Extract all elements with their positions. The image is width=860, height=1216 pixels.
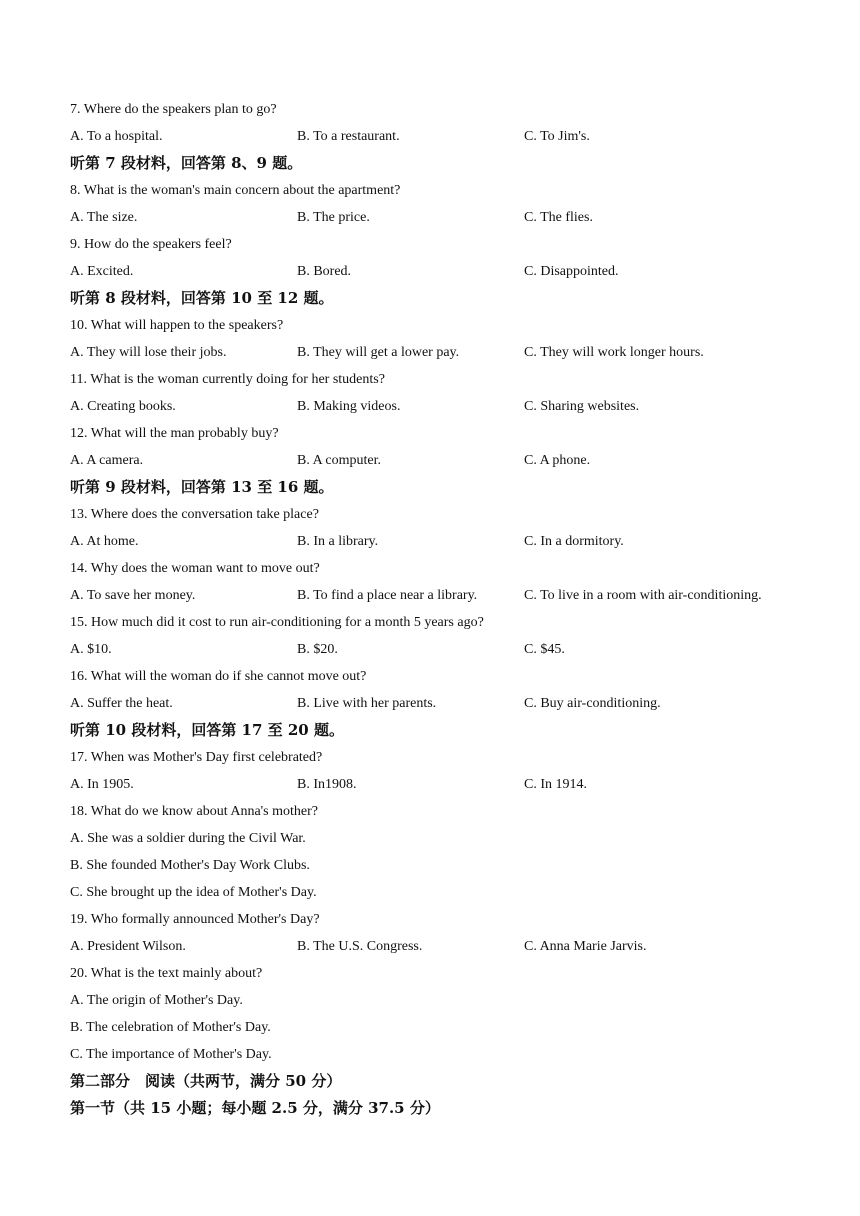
question-text: 9. How do the speakers feel? <box>70 237 232 252</box>
section-heading: 听第 9 段材料，回答第 13 至 16 题。 <box>70 478 334 496</box>
question-text: 13. Where does the conversation take place? <box>70 507 319 522</box>
option-b: B. Bored. <box>297 264 352 279</box>
answer-options-row <box>70 771 810 798</box>
answer-options-row <box>70 933 810 960</box>
answer-options-row <box>70 123 810 150</box>
option-c: C. In 1914. <box>524 777 587 792</box>
option-c: C. They will work longer hours. <box>524 345 704 360</box>
section-heading: 听第 10 段材料，回答第 17 至 20 题。 <box>70 721 344 739</box>
option-c: C. To Jim's. <box>524 129 590 144</box>
option-a: A. To a hospital. <box>70 129 163 144</box>
option-a: A. $10. <box>70 642 112 657</box>
section-heading: 听第 7 段材料，回答第 8、9 题。 <box>70 154 303 172</box>
question-text: 14. Why does the woman want to move out? <box>70 561 320 576</box>
option-a: A. President Wilson. <box>70 939 186 954</box>
question-text: 16. What will the woman do if she cannot move out? <box>70 669 367 684</box>
exam-page <box>70 96 810 1122</box>
question-text: 10. What will happen to the speakers? <box>70 318 284 333</box>
option-c: C. In a dormitory. <box>524 534 624 549</box>
option-b: B. To find a place near a library. <box>297 588 478 603</box>
option-c: C. The flies. <box>524 210 593 225</box>
option-b: B. They will get a lower pay. <box>297 345 460 360</box>
question-text: 17. When was Mother's Day first celebrated? <box>70 750 323 765</box>
answer-options-row <box>70 204 810 231</box>
question-text: C. She brought up the idea of Mother's Day. <box>70 885 317 900</box>
option-a: A. Creating books. <box>70 399 176 414</box>
section-heading: 第二部分 阅读（共两节，满分 50 分） <box>70 1072 342 1090</box>
question-text: A. She was a soldier during the Civil War. <box>70 831 306 846</box>
option-a: A. At home. <box>70 534 139 549</box>
option-b: B. Live with her parents. <box>297 696 437 711</box>
question-text: A. The origin of Mother's Day. <box>70 993 243 1008</box>
option-c: C. A phone. <box>524 453 591 468</box>
option-a: A. In 1905. <box>70 777 134 792</box>
answer-options-row <box>70 582 810 609</box>
option-b: B. The U.S. Congress. <box>297 939 423 954</box>
answer-options-row <box>70 258 810 285</box>
answer-options-row <box>70 339 810 366</box>
answer-options-row <box>70 636 810 663</box>
section-heading: 第一节（共 15 小题；每小题 2.5 分，满分 37.5 分） <box>70 1099 440 1117</box>
answer-options-row <box>70 528 810 555</box>
question-text: 19. Who formally announced Mother's Day? <box>70 912 320 927</box>
question-text: 12. What will the man probably buy? <box>70 426 279 441</box>
option-c: C. Buy air-conditioning. <box>524 696 661 711</box>
option-b: B. A computer. <box>297 453 381 468</box>
question-text: C. The importance of Mother's Day. <box>70 1047 272 1062</box>
answer-options-row <box>70 690 810 717</box>
answer-options-row <box>70 447 810 474</box>
question-text: B. She founded Mother's Day Work Clubs. <box>70 858 310 873</box>
option-c: C. $45. <box>524 642 565 657</box>
option-b: B. In a library. <box>297 534 379 549</box>
option-a: A. They will lose their jobs. <box>70 345 227 360</box>
section-heading: 听第 8 段材料，回答第 10 至 12 题。 <box>70 289 334 307</box>
question-text: 20. What is the text mainly about? <box>70 966 263 981</box>
question-text: B. The celebration of Mother's Day. <box>70 1020 271 1035</box>
option-a: A. To save her money. <box>70 588 196 603</box>
option-a: A. The size. <box>70 210 138 225</box>
question-text: 18. What do we know about Anna's mother? <box>70 804 318 819</box>
option-c: C. Disappointed. <box>524 264 619 279</box>
option-a: A. A camera. <box>70 453 144 468</box>
option-b: B. To a restaurant. <box>297 129 400 144</box>
option-a: A. Excited. <box>70 264 134 279</box>
answer-options-row <box>70 393 810 420</box>
option-b: B. $20. <box>297 642 338 657</box>
question-text: 7. Where do the speakers plan to go? <box>70 102 277 117</box>
question-text: 8. What is the woman's main concern about the apartment? <box>70 183 401 198</box>
option-b: B. Making videos. <box>297 399 401 414</box>
option-a: A. Suffer the heat. <box>70 696 173 711</box>
question-text: 11. What is the woman currently doing for her students? <box>70 372 385 387</box>
option-b: B. In1908. <box>297 777 357 792</box>
option-c: C. Sharing websites. <box>524 399 640 414</box>
question-text: 15. How much did it cost to run air-conditioning for a month 5 years ago? <box>70 615 484 630</box>
option-c: C. To live in a room with air-conditioning. <box>524 588 762 603</box>
option-b: B. The price. <box>297 210 370 225</box>
option-c: C. Anna Marie Jarvis. <box>524 939 647 954</box>
